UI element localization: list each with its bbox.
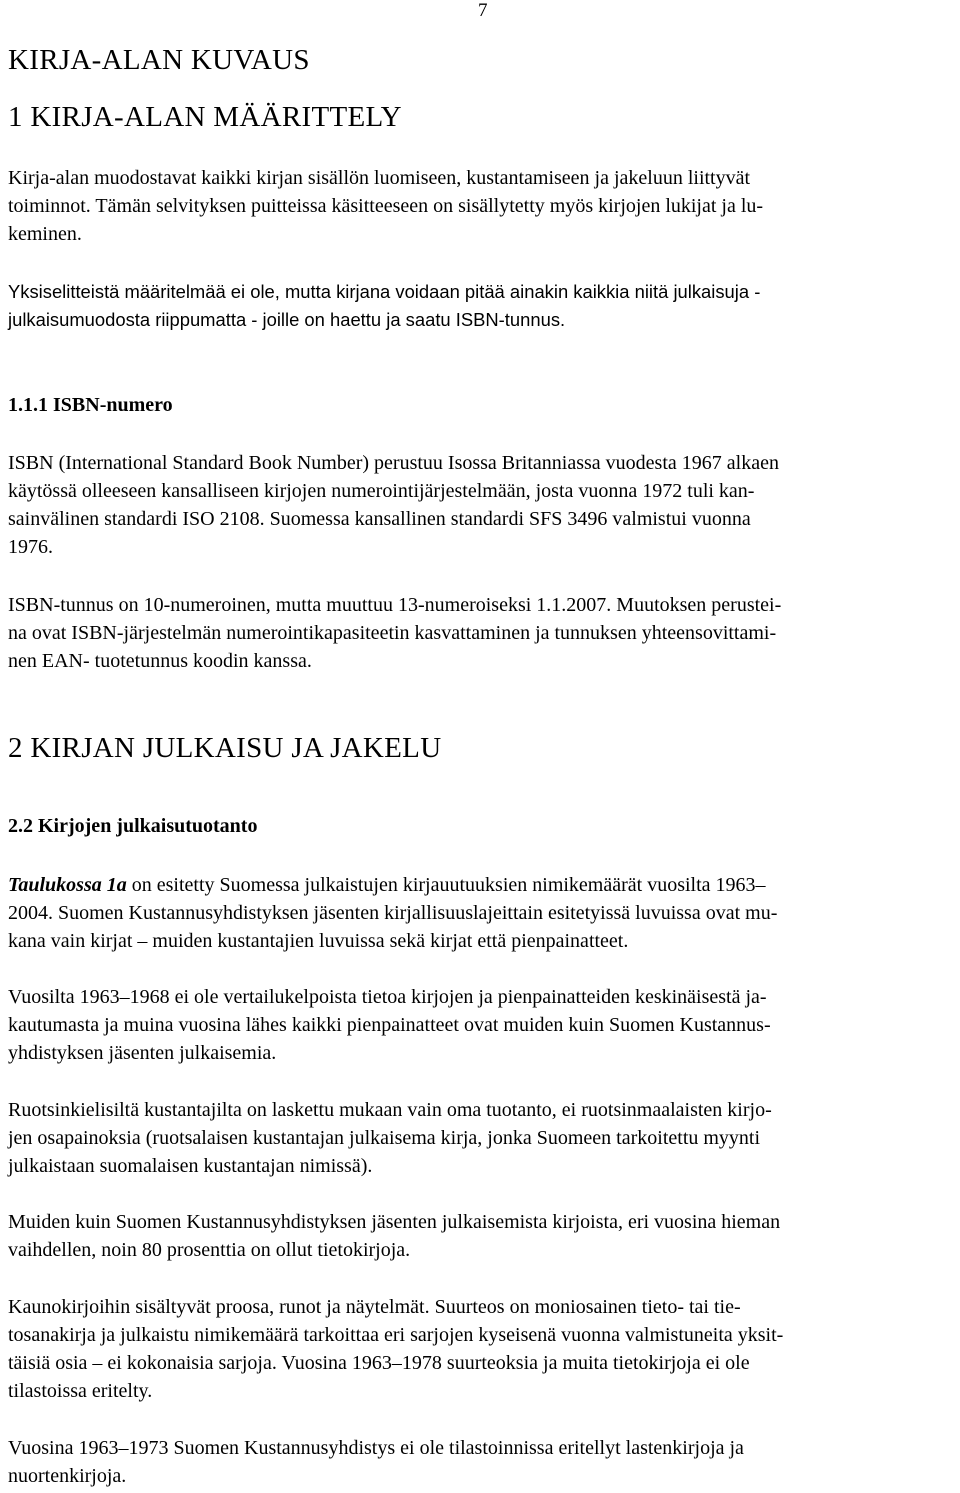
text-line: tosanakirja ja julkaistu nimikemäärä tarkoittaa eri sarjojen kyseisenä vuonna valmistuneita yksit-	[8, 1324, 784, 1346]
text-line: na ovat ISBN-järjestelmän numerointikapasiteetin kasvattaminen ja tunnuksen yhteensovittami-	[8, 622, 777, 644]
text-line: Muiden kuin Suomen Kustannusyhdistyksen jäsenten julkaisemista kirjoista, eri vuosina hieman	[8, 1211, 781, 1233]
text-line: Kaunokirjoihin sisältyvät proosa, runot ja näytelmät. Suurteos on moniosainen tieto- tai tie-	[8, 1296, 741, 1318]
section-2-paragraph-4	[8, 1208, 952, 1264]
section-1-paragraph-2	[8, 278, 952, 334]
text-line: Vuosina 1963–1973 Suomen Kustannusyhdistys ei ole tilastoinnissa eritellyt lastenkirjoja ja	[8, 1437, 744, 1459]
text-line: jen osapainoksia (ruotsalaisen kustantajan julkaisema kirja, jonka Suomeen tarkoitettu myynti	[8, 1127, 761, 1149]
section-1-heading: 1 KIRJA-ALAN MÄÄRITTELY	[8, 101, 402, 133]
isbn-subsection-heading: 1.1.1 ISBN-numero	[8, 394, 173, 416]
text-line: ISBN-tunnus on 10-numeroinen, mutta muuttuu 13-numeroiseksi 1.1.2007. Muutoksen perustei-	[8, 594, 782, 616]
section-2-paragraph-6	[8, 1434, 952, 1490]
text-line: sainvälinen standardi ISO 2108. Suomessa kansallinen standardi SFS 3496 valmistui vuonna	[8, 508, 751, 530]
text-line: keminen.	[8, 223, 82, 245]
text-line: toiminnot. Tämän selvityksen puitteissa käsitteeseen on sisällytetty myös kirjojen lukijat ja lu-	[8, 195, 764, 217]
text-line: 1976.	[8, 536, 53, 558]
text-line: Kirja-alan muodostavat kaikki kirjan sisällön luomiseen, kustantamiseen ja jakeluun liittyvät	[8, 167, 751, 189]
text-line: täisiä osia – ei kokonaisia sarjoja. Vuosina 1963–1978 suurteoksia ja muita tietokirjoja ei ole	[8, 1352, 750, 1374]
document-title: KIRJA-ALAN KUVAUS	[8, 44, 310, 76]
text-span: on esitetty Suomessa julkaistujen kirjauutuuksien nimikemäärät vuosilta 1963–	[126, 874, 766, 896]
text-line: nuortenkirjoja.	[8, 1465, 127, 1487]
text-line: yhdistyksen jäsenten julkaisemia.	[8, 1042, 277, 1064]
text-line	[8, 874, 766, 896]
section-2-2-heading: 2.2 Kirjojen julkaisutuotanto	[8, 815, 258, 837]
text-line: Vuosilta 1963–1968 ei ole vertailukelpoista tietoa kirjojen ja pienpainatteiden keskinäisestä ja-	[8, 986, 767, 1008]
isbn-paragraph-2	[8, 591, 952, 675]
isbn-paragraph-1	[8, 449, 952, 561]
text-line: Ruotsinkielisiltä kustantajilta on laskettu mukaan vain oma tuotanto, ei ruotsinmaalaisten kirjo-	[8, 1099, 772, 1121]
text-line: kana vain kirjat – muiden kustantajien luvuissa sekä kirjat että pienpainatteet.	[8, 930, 629, 952]
text-line: käytössä olleeseen kansalliseen kirjojen numerointijärjestelmään, josta vuonna 1972 tuli kan-	[8, 480, 755, 502]
section-2-paragraph-5	[8, 1293, 952, 1405]
text-line: tilastoissa eritelty.	[8, 1380, 153, 1402]
table-reference: Taulukossa 1a	[8, 874, 127, 896]
text-line: 2004. Suomen Kustannusyhdistyksen jäsenten kirjallisuuslajeittain esitetyissä luvuissa ovat mu-	[8, 902, 778, 924]
section-2-paragraph-1	[8, 871, 952, 955]
page-number: 7	[478, 0, 488, 21]
text-line: julkaistaan suomalaisen kustantajan nimissä).	[8, 1155, 373, 1177]
text-line: nen EAN- tuotetunnus koodin kanssa.	[8, 650, 312, 672]
section-1-paragraph-1	[8, 164, 952, 248]
text-line: vaihdellen, noin 80 prosenttia on ollut tietokirjoja.	[8, 1239, 411, 1261]
text-line: Yksiselitteistä määritelmää ei ole, mutta kirjana voidaan pitää ainakin kaikkia niitä julkaisuja -	[8, 281, 761, 302]
text-line: ISBN (International Standard Book Number) perustuu Isossa Britanniassa vuodesta 1967 alkaen	[8, 452, 779, 474]
section-2-paragraph-3	[8, 1096, 952, 1180]
text-line: julkaisumuodosta riippumatta - joille on haettu ja saatu ISBN-tunnus.	[8, 309, 566, 330]
section-2-heading: 2 KIRJAN JULKAISU JA JAKELU	[8, 732, 442, 764]
text-line: kautumasta ja muina vuosina lähes kaikki pienpainatteet ovat muiden kuin Suomen Kustannus-	[8, 1014, 771, 1036]
section-2-paragraph-2	[8, 983, 952, 1067]
